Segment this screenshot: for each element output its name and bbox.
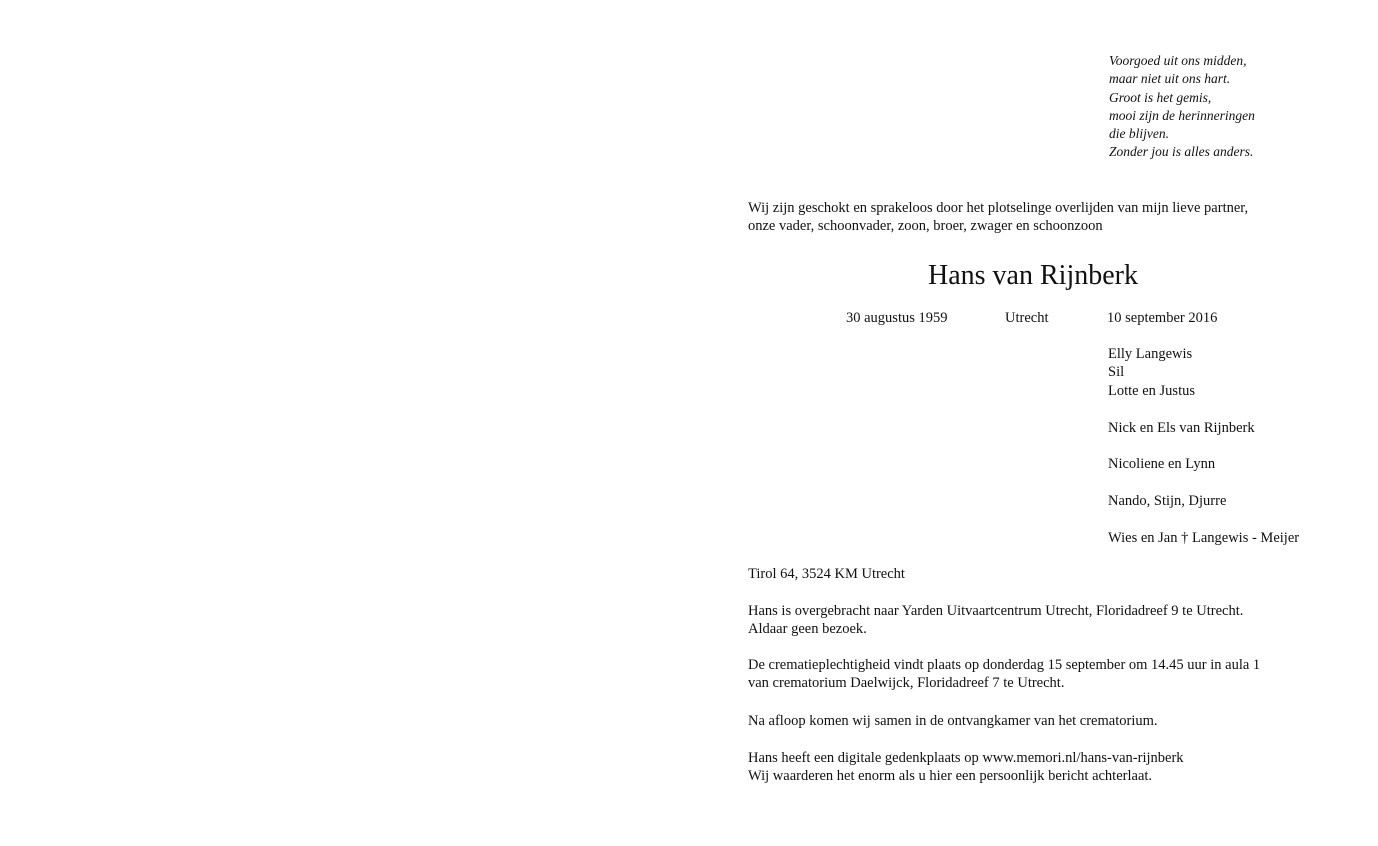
family-group-parents: Nick en Els van Rijnberk	[1108, 420, 1255, 436]
ceremony-paragraph	[748, 656, 1260, 693]
family-member: Lotte en Justus	[1108, 382, 1195, 399]
poem-line: mooi zijn de herinneringen	[1109, 107, 1255, 123]
poem-line: Groot is het gemis,	[1109, 89, 1212, 105]
ceremony-line: van crematorium Daelwijck, Floridadreef 7 te Utrecht.	[748, 675, 1065, 692]
birth-date: 30 augustus 1959	[846, 310, 948, 326]
intro-line: onze vader, schoonvader, zoon, broer, zwager en schoonzoon	[748, 218, 1103, 235]
ceremony-line: De crematieplechtigheid vindt plaats op donderdag 15 september om 14.45 uur in aula 1	[748, 657, 1261, 673]
deceased-name: Hans van Rijnberk	[928, 260, 1138, 291]
family-group-in-laws: Wies en Jan † Langewis - Meijer	[1108, 530, 1300, 546]
memorial-paragraph	[748, 749, 1184, 786]
intro-line: Wij zijn geschokt en sprakeloos door het plotselinge overlijden van mijn lieve partner,	[748, 200, 1249, 216]
death-date: 10 september 2016	[1107, 310, 1218, 326]
memorial-line: Hans heeft een digitale gedenkplaats op www.memori.nl/hans-van-rijnberk	[748, 750, 1184, 766]
poem-line: maar niet uit ons hart.	[1109, 71, 1231, 87]
family-group-sibling: Nicoliene en Lynn	[1108, 456, 1216, 472]
poem-line: Zonder jou is alles anders.	[1109, 144, 1254, 160]
address: Tirol 64, 3524 KM Utrecht	[748, 566, 905, 582]
after-ceremony-text: Na afloop komen wij samen in de ontvangkamer van het crematorium.	[748, 713, 1158, 729]
family-member: Elly Langewis	[1108, 346, 1193, 362]
memorial-line: Wij waarderen het enorm als u hier een persoonlijk bericht achterlaat.	[748, 768, 1153, 785]
transfer-line: Aldaar geen bezoek.	[748, 621, 867, 638]
transfer-line: Hans is overgebracht naar Yarden Uitvaartcentrum Utrecht, Floridadreef 9 te Utrecht.	[748, 603, 1244, 619]
poem-line: Voorgoed uit ons midden,	[1109, 53, 1247, 68]
poem-line: die blijven.	[1109, 126, 1169, 142]
transfer-paragraph	[748, 602, 1243, 639]
family-member: Sil	[1108, 364, 1125, 381]
place: Utrecht	[1005, 310, 1049, 326]
family-group-partner	[1108, 345, 1195, 400]
poem	[1109, 52, 1349, 162]
intro-paragraph	[748, 199, 1248, 236]
family-group-grandchildren: Nando, Stijn, Djurre	[1108, 493, 1227, 509]
